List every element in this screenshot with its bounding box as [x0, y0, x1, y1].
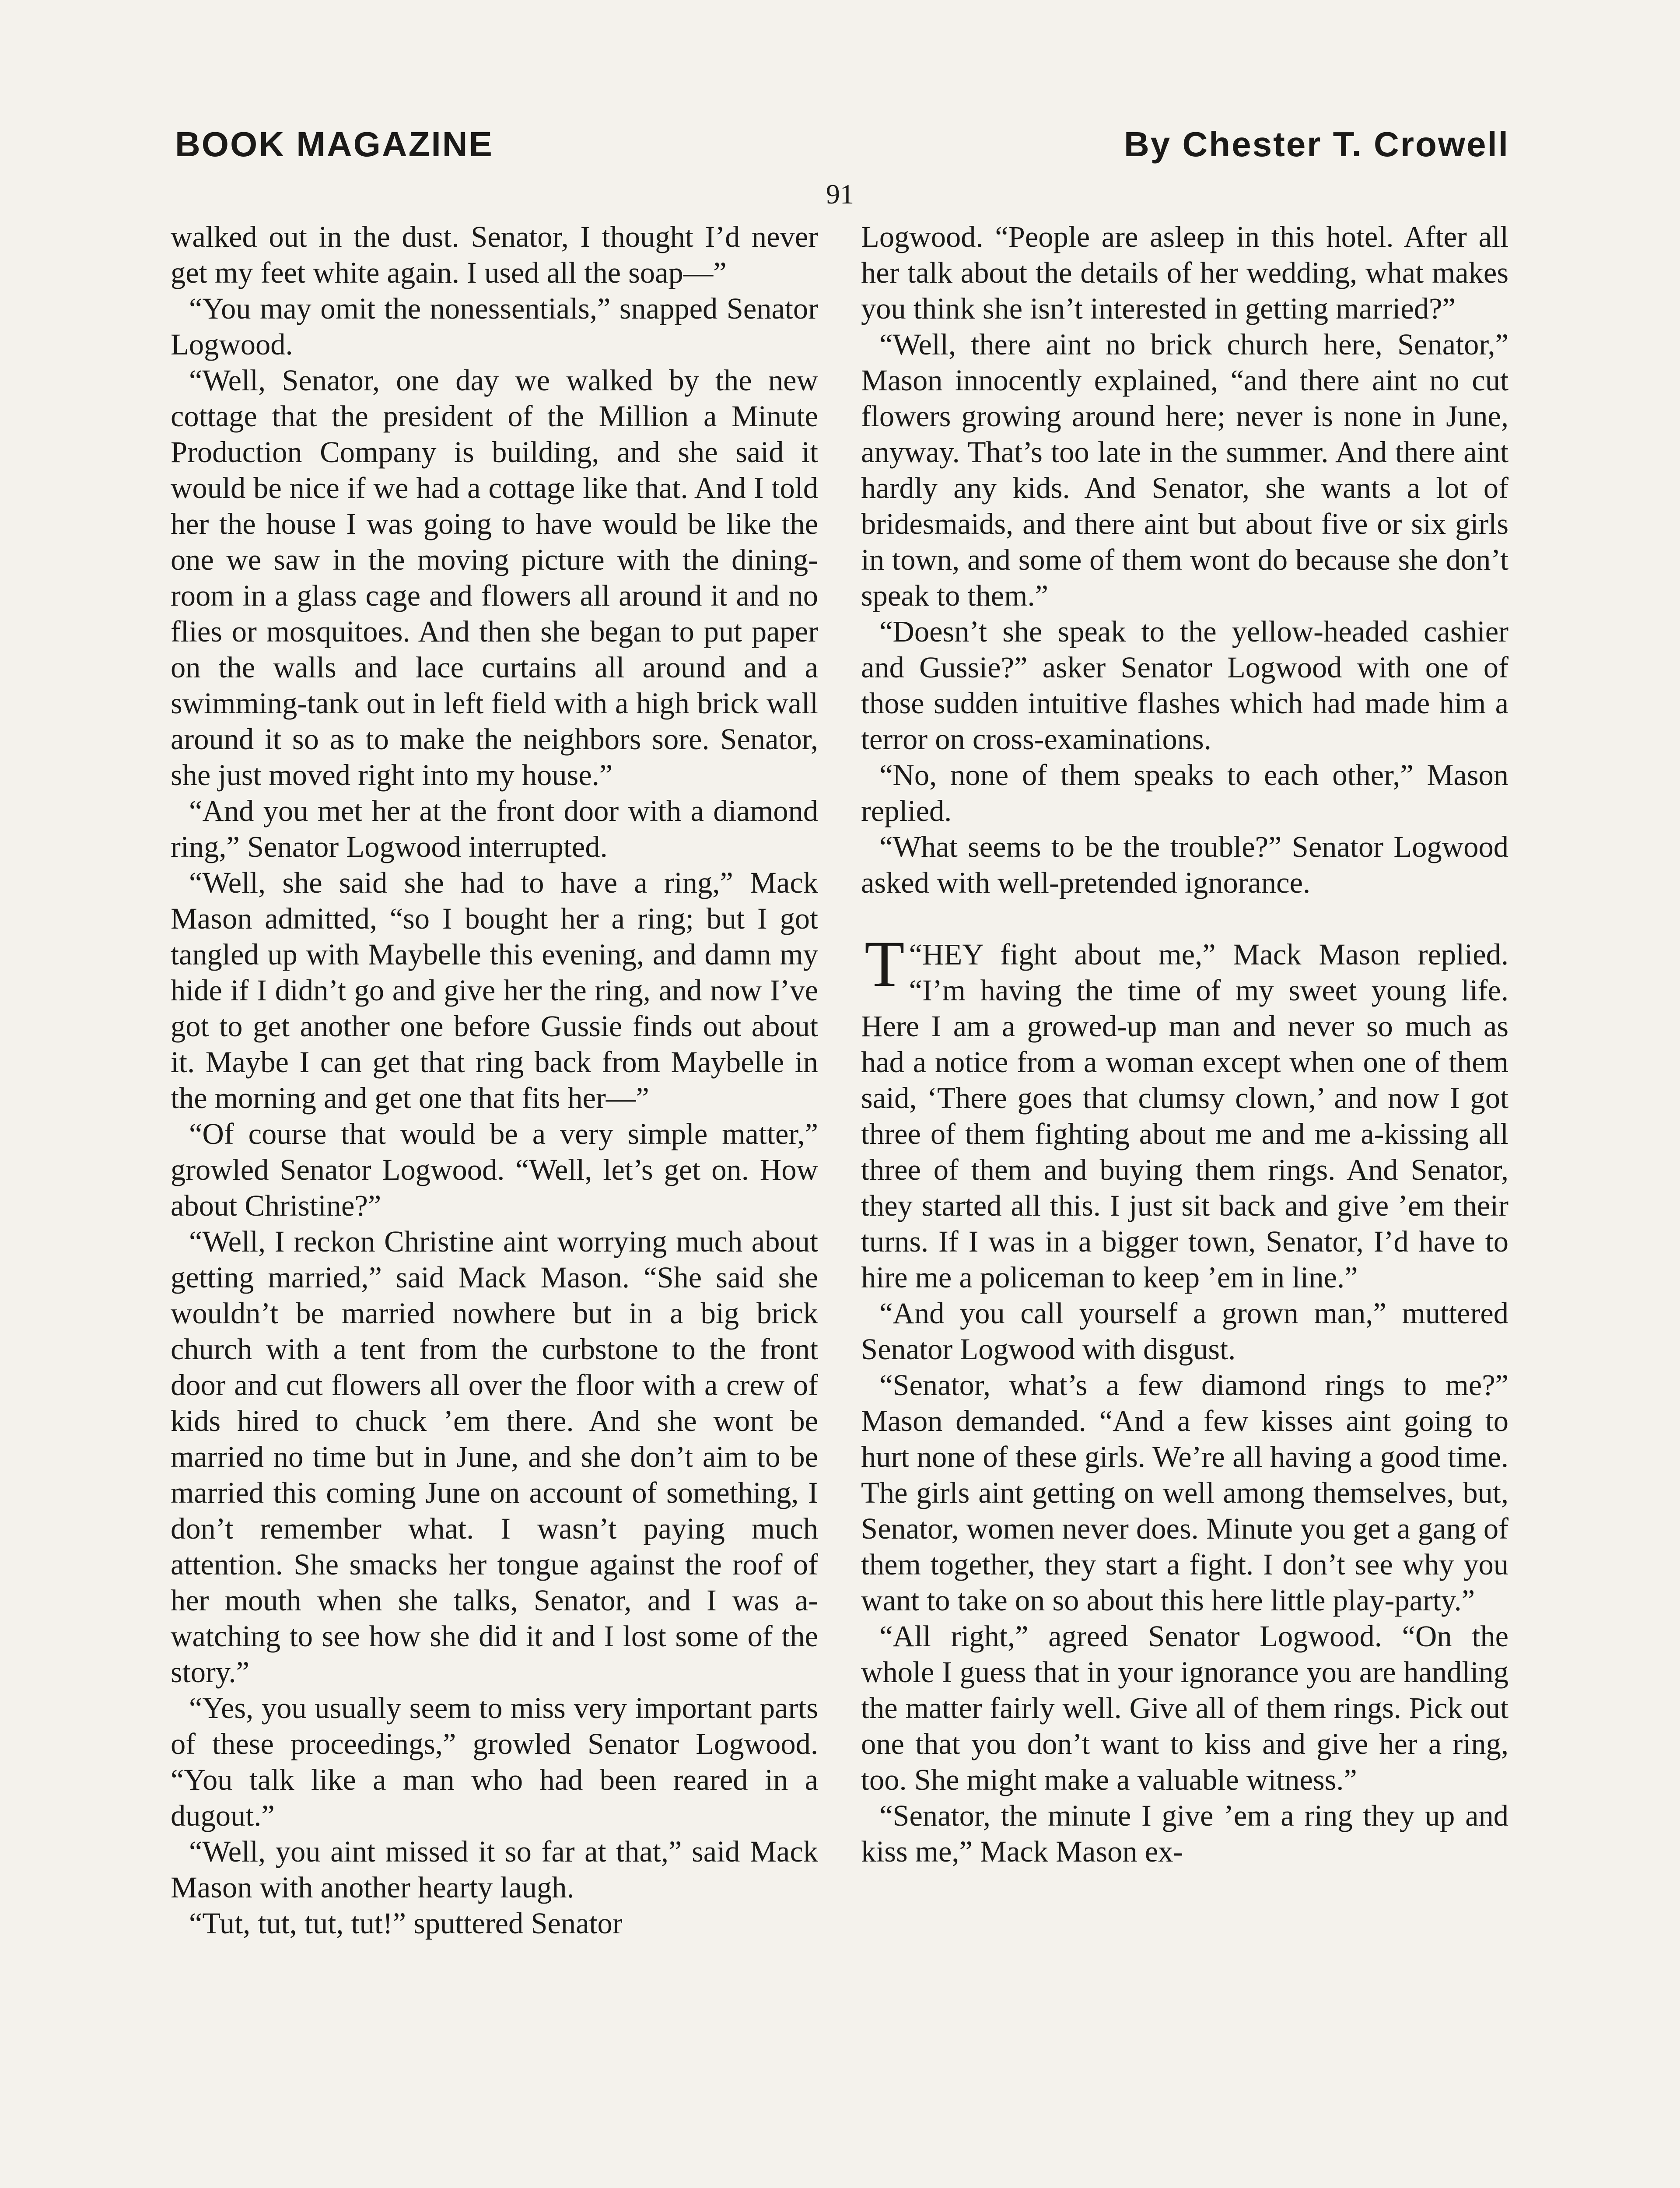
paragraph: “And you call yourself a grown man,” muttered Senator Logwood with disgust. — [861, 1297, 1508, 1366]
paragraph: Logwood. “People are asleep in this hotel. After all her talk about the details of her wedding, what makes you think she isn’t interested in getting married?” — [861, 220, 1508, 325]
paragraph: “No, none of them speaks to each other,” Mason replied. — [861, 758, 1508, 828]
paragraph: walked out in the dust. Senator, I thought I’d never get my feet white again. I used all the soap—” — [171, 220, 818, 289]
page-number: 91 — [826, 179, 854, 210]
dropcap-paragraph — [861, 928, 1508, 1295]
paragraph: “Well, she said she had to have a ring,” Mack Mason admitted, “so I bought her a ring; but I got tangled up with Maybelle this evening, and damn my hide if I didn’t go and give her the ring, and now I’ve got to get another one before Gussie finds out about it. Maybe I can get that ring back from Maybelle in the morning and get one that fits her—” — [171, 866, 818, 1115]
paragraph: “Well, there aint no brick church here, Senator,” Mason innocently explained, “and there aint no cut flowers growing around here; never is none in June, anyway. That’s too late in the summer. And there aint hardly any kids. And Senator, she wants a lot of bridesmaids, and there aint but about five or six girls in town, and some of them wont do because she don’t speak to them.” — [861, 328, 1508, 612]
paragraph: “What seems to be the trouble?” Senator Logwood asked with well-pretended ignorance. — [861, 830, 1508, 899]
right-column — [861, 219, 1508, 1869]
opening-quote: “ — [909, 938, 923, 971]
paragraph: “Well, I reckon Christine aint worrying much about getting married,” said Mack Mason. “She said she wouldn’t be married nowhere but in a big brick church with a tent from the curbstone to the front door and cut flowers all over the floor with a crew of kids hired to chuck ’em there. And she wont be married no time but in June, and she don’t aim to be married this coming June on account of something, I don’t remember what. I wasn’t paying much attention. She smacks her tongue against the roof of her mouth when she talks, Senator, and I was a-watching to see how she did it and I lost some of the story.” — [171, 1225, 818, 1689]
paragraph: “Well, you aint missed it so far at that,” said Mack Mason with another hearty laugh. — [171, 1835, 818, 1904]
paragraph: “All right,” agreed Senator Logwood. “On the whole I guess that in your ignorance you are handling the matter fairly well. Give all of them rings. Pick out one that you don’t want to kiss and give her a ring, too. She might make a valuable witness.” — [861, 1620, 1508, 1796]
author-byline: By Chester T. Crowell — [1124, 125, 1509, 164]
dropcap-paragraph-text: HEY fight about me,” Mack Mason replied. “I’m having the time of my sweet young life. Here I am a growed-up man and never so much as had a notice from a woman except when one of them said, ‘There goes that clumsy clown,’ and now I got three of them fighting about me and me a-kissing all three of them and buying them rings. And Senator, they started all this. I just sit back and give ’em their turns. If I was in a bigger town, Senator, I’d have to hire me a policeman to keep ’em in line.” — [861, 938, 1508, 1294]
left-column — [171, 219, 818, 1941]
paragraph: “Doesn’t she speak to the yellow-headed cashier and Gussie?” asker Senator Logwood with one of those sudden intuitive flashes which had made him a terror on cross-examinations. — [861, 615, 1508, 756]
paragraph: “Senator, the minute I give ’em a ring they up and kiss me,” Mack Mason ex- — [861, 1799, 1508, 1868]
paragraph: “Of course that would be a very simple matter,” growled Senator Logwood. “Well, let’s get on. How about Christine?” — [171, 1117, 818, 1222]
drop-cap-letter: T — [864, 928, 905, 1000]
paragraph: “Senator, what’s a few diamond rings to me?” Mason demanded. “And a few kisses aint going to hurt none of these girls. We’re all having a good time. The girls aint getting on well among themselves, but, Senator, women never does. Minute you get a gang of them together, they start a fight. I don’t see why you want to take on so about this here little play-party.” — [861, 1368, 1508, 1617]
magazine-title: BOOK MAGAZINE — [175, 125, 494, 164]
paragraph: “And you met her at the front door with a diamond ring,” Senator Logwood interrupted. — [171, 794, 818, 863]
paragraph: “You may omit the nonessentials,” snapped Senator Logwood. — [171, 292, 818, 361]
paragraph: “Tut, tut, tut, tut!” sputtered Senator — [189, 1907, 623, 1940]
paragraph: “Well, Senator, one day we walked by the new cottage that the president of the Million a Minute Production Company is building, and she said it would be nice if we had a cottage like that. And I told her the house I was going to have would be like the one we saw in the moving picture with the dining-room in a glass cage and flowers all around it and no flies or mosquitoes. And then she began to put paper on the walls and lace curtains all around and a swimming-tank out in left field with a high brick wall around it so as to make the neighbors sore. Senator, she just moved right into my house.” — [171, 364, 818, 792]
paragraph: “Yes, you usually seem to miss very important parts of these proceedings,” growled Senator Logwood. “You talk like a man who had been reared in a dugout.” — [171, 1691, 818, 1832]
